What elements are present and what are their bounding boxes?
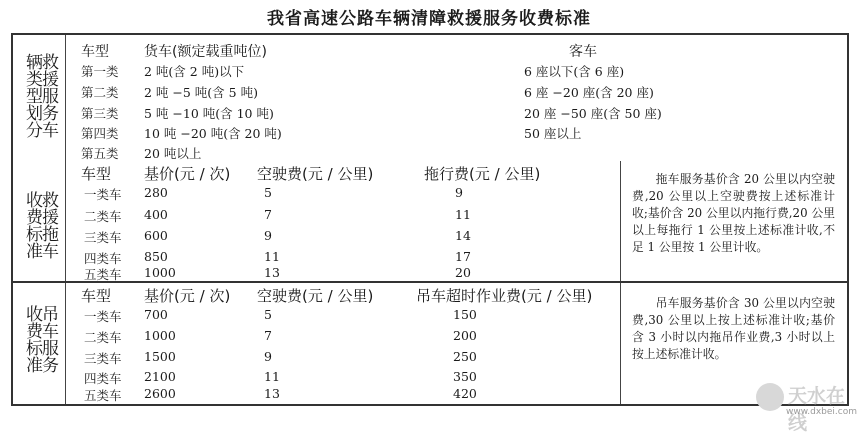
crane-extra: 250 <box>453 349 477 364</box>
crane-base: 1000 <box>144 328 176 343</box>
tow-empty: 13 <box>264 265 280 280</box>
tow-note: 拖车服务基价含 20 公里以内空驶费,20 公里以上空驶费按上述标准计收;基价含 20 公里以内拖行费,20 公里以上每拖行 1 公里按上述标准计收,不足 1 公里按 1 公里计收。 <box>632 172 835 254</box>
fee-table <box>11 33 849 406</box>
crane-type: 五类车 <box>84 388 122 403</box>
crane-extra: 420 <box>453 386 477 401</box>
header-type: 车型 <box>81 44 109 60</box>
tow-empty: 11 <box>264 249 280 264</box>
header-coach: 客车 <box>569 44 597 60</box>
crane-base: 2600 <box>144 386 176 401</box>
class-truck: 10 吨 −20 吨(含 20 吨) <box>144 126 282 141</box>
side-label-col2: 收费标准 <box>22 191 42 259</box>
class-truck: 20 吨以上 <box>144 146 202 161</box>
tow-extra: 20 <box>455 265 471 280</box>
tow-base: 850 <box>144 249 168 264</box>
header-type: 车型 <box>81 165 112 183</box>
watermark-logo-icon <box>756 383 784 411</box>
header-extra: 吊车超时作业费(元 / 公里) <box>416 287 593 305</box>
tow-base: 400 <box>144 207 168 222</box>
class-type: 第二类 <box>81 85 119 100</box>
side-label-col2: 收费标准 <box>22 305 42 373</box>
tow-extra: 11 <box>455 207 471 222</box>
tow-extra: 9 <box>455 185 463 200</box>
crane-empty: 9 <box>264 349 272 364</box>
crane-type: 三类车 <box>84 351 122 366</box>
tow-type: 三类车 <box>84 230 122 245</box>
tow-type: 五类车 <box>84 267 122 282</box>
tow-section <box>13 161 847 283</box>
tow-empty: 5 <box>264 185 272 200</box>
crane-base: 2100 <box>144 369 176 384</box>
tow-empty: 9 <box>264 228 272 243</box>
tow-empty: 7 <box>264 207 272 222</box>
crane-type: 四类车 <box>84 371 122 386</box>
crane-section <box>13 283 847 404</box>
tow-side-label <box>13 161 65 281</box>
side-label-col1: 救援服务车 <box>38 53 58 138</box>
header-base: 基价(元 / 次) <box>144 287 231 305</box>
site-watermark <box>756 381 857 434</box>
header-empty: 空驶费(元 / 公里) <box>257 165 374 183</box>
crane-side-label <box>13 283 65 404</box>
tow-base: 600 <box>144 228 168 243</box>
divider <box>620 161 621 281</box>
crane-empty: 5 <box>264 307 272 322</box>
tow-type: 一类车 <box>84 187 122 202</box>
side-label-col2: 辆类型划分 <box>22 53 42 138</box>
crane-empty: 13 <box>264 386 280 401</box>
header-extra: 拖行费(元 / 公里) <box>424 165 541 183</box>
tow-type: 四类车 <box>84 251 122 266</box>
tow-type: 二类车 <box>84 209 122 224</box>
crane-empty: 11 <box>264 369 280 384</box>
divider <box>65 161 66 281</box>
header-base: 基价(元 / 次) <box>144 165 231 183</box>
classification-side-label <box>13 35 65 161</box>
side-label-col1: 救援拖车 <box>38 191 58 259</box>
class-coach: 6 座以下(含 6 座) <box>524 64 625 79</box>
divider <box>65 283 66 404</box>
crane-empty: 7 <box>264 328 272 343</box>
crane-note: 吊车服务基价含 30 公里以内空驶费,30 公里以上按上述标准计收;基价含 3 小时以内拖吊作业费,3 小时以上按上述标准计收。 <box>632 296 835 361</box>
class-type: 第四类 <box>81 126 119 141</box>
crane-base: 1500 <box>144 349 176 364</box>
crane-extra: 350 <box>453 369 477 384</box>
class-type: 第三类 <box>81 106 119 121</box>
header-empty: 空驶费(元 / 公里) <box>257 287 374 305</box>
watermark-domain: www.dxbei.com <box>786 407 857 417</box>
class-type: 第五类 <box>81 146 119 161</box>
divider <box>620 283 621 404</box>
divider <box>65 35 66 161</box>
class-coach: 20 座 −50 座(含 50 座) <box>524 106 662 121</box>
class-coach: 6 座 −20 座(含 20 座) <box>524 85 654 100</box>
tow-extra: 17 <box>455 249 471 264</box>
header-type: 车型 <box>81 287 112 305</box>
class-truck: 2 吨 −5 吨(含 5 吨) <box>144 85 258 100</box>
crane-base: 700 <box>144 307 168 322</box>
side-label-col1: 吊车服务 <box>38 305 58 373</box>
crane-type: 二类车 <box>84 330 122 345</box>
classification-section <box>13 35 847 163</box>
tow-base: 1000 <box>144 265 176 280</box>
crane-type: 一类车 <box>84 309 122 324</box>
class-type: 第一类 <box>81 64 119 79</box>
crane-extra: 200 <box>453 328 477 343</box>
crane-extra: 150 <box>453 307 477 322</box>
class-truck: 2 吨(含 2 吨)以下 <box>144 64 245 79</box>
watermark-logo-text: 天水在线 <box>788 385 846 434</box>
tow-extra: 14 <box>455 228 471 243</box>
page-title: 我省高速公路车辆清障救援服务收费标准 <box>267 9 591 29</box>
class-truck: 5 吨 −10 吨(含 10 吨) <box>144 106 274 121</box>
header-truck: 货车(额定载重吨位) <box>144 44 267 60</box>
tow-base: 280 <box>144 185 168 200</box>
class-coach: 50 座以上 <box>524 126 582 141</box>
